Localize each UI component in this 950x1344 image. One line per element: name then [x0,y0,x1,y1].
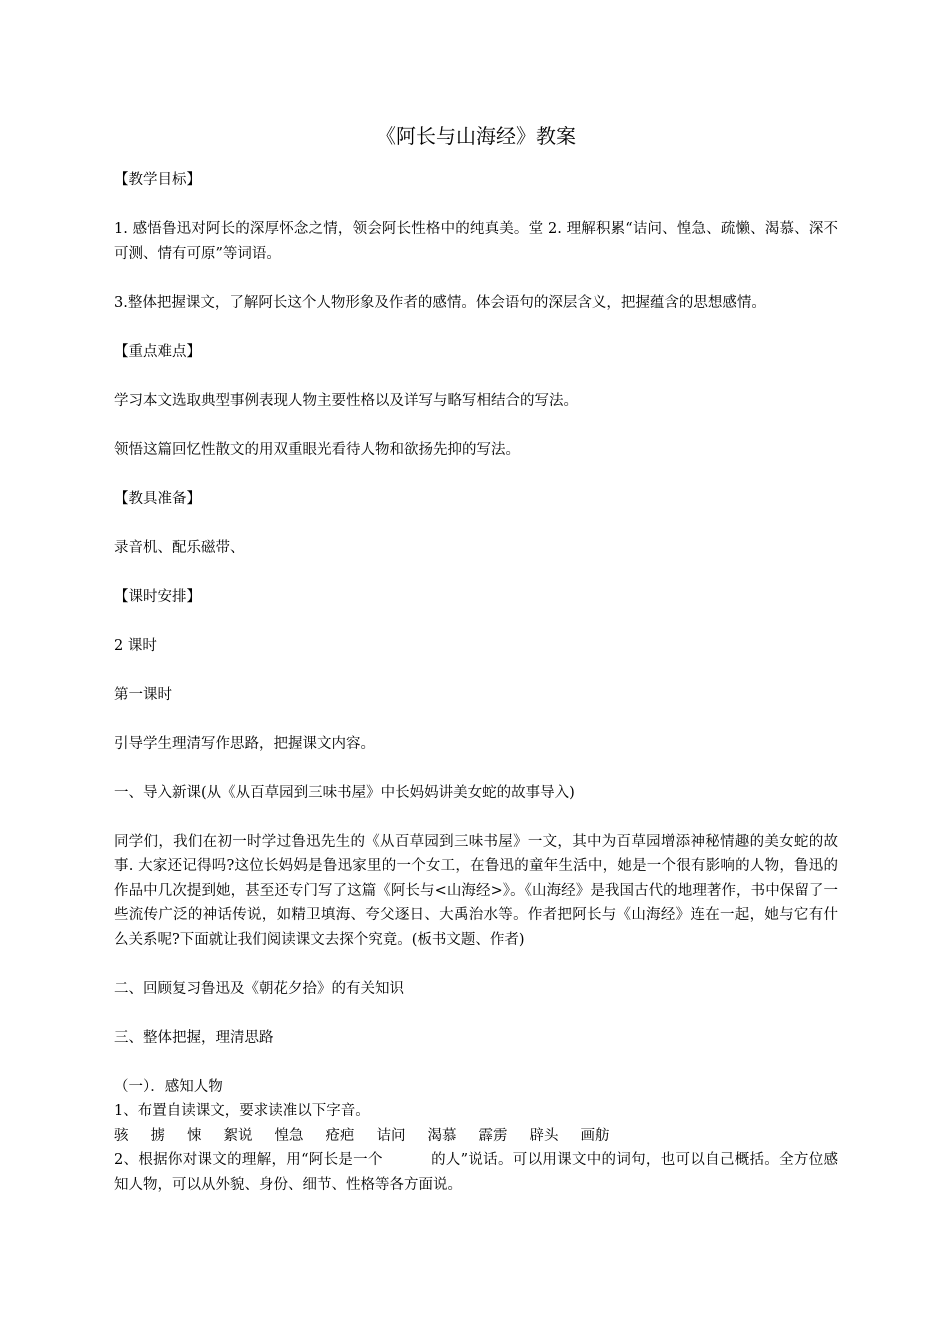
list-item: 骇 [114,1127,129,1144]
step-3-heading: 三、整体把握，理清思路 [114,1029,274,1046]
lesson-guide: 引导学生理清写作思路，把握课文内容。 [114,735,375,752]
document-title: 《阿长与山海经》教案 [376,124,576,148]
lesson-one-label: 第一课时 [114,686,172,703]
heading-schedule: 【课时安排】 [114,588,201,605]
heading-teaching-goals: 【教学目标】 [114,172,201,188]
goal-1-2: 1. 感悟鲁迅对阿长的深厚怀念之情，领会阿长性格中的纯真美。堂 2. 理解积累“诘问、惶急、疏懒、渴慕、深不可测、情有可原”等词语。 [114,221,838,262]
task-1: 1、布置自读课文，要求读准以下字音。 [114,1103,370,1119]
list-item: 霹雳 [478,1127,508,1144]
list-item: 掳 [150,1127,165,1144]
list-item: 絮说 [223,1127,253,1144]
list-item: 惶急 [274,1127,304,1144]
task-2-end: 的人”说话。可以用课文中的词句，也可以自己概括。全方位感知人物，可以从外貌、身份、细节、性格等各方面说。 [114,1152,838,1193]
schedule-hours: 2 课时 [114,637,157,654]
key-point-1: 学习本文选取典型事例表现人物主要性格以及详写与略写相结合的写法。 [114,392,578,409]
list-item: 画舫 [580,1127,610,1144]
sub-section-1: （一）．感知人物 [114,1078,223,1095]
step-2-heading: 二、回顾复习鲁迅及《朝花夕拾》的有关知识 [114,980,404,997]
teaching-tools: 录音机、配乐磁带、 [114,539,245,556]
heading-key-points: 【重点难点】 [114,343,201,360]
task-2 [114,1148,838,1197]
key-point-2: 领悟这篇回忆性散文的用双重眼光看待人物和欲扬先抑的写法。 [114,441,520,458]
heading-teaching-tools: 【教具准备】 [114,490,201,507]
goal-3: 3.整体把握课文，了解阿长这个人物形象及作者的感情。体会语句的深层含义，把握蕴含的思想感情。 [114,294,766,311]
list-item: 诘问 [376,1127,406,1144]
list-item: 悚 [187,1127,202,1144]
task-2-start: 2、根据你对课文的理解，用“阿长是一个 [114,1152,383,1168]
character-list [114,1124,838,1149]
intro-paragraph: 同学们，我们在初一时学过鲁迅先生的《从百草园到三味书屋》一文，其中为百草园增添神秘情趣的美女蛇的故事. 大家还记得吗?这位长妈妈是鲁迅家里的一个女工，在鲁迅的童年生活中，她是一个很有影响的人物，鲁迅的作品中几次提到她，甚至还专门写了这篇《阿长与<山海经>》。《山海经》是我国古代的地理著作，书中保留了一些流传广泛的神话传说，如精卫填海、夸父逐日、大禹治水等。作者把阿长与《山海经》连在一起，她与它有什么关系呢?下面就让我们阅读课文去探个究竟。(板书文题、作者) [114,833,838,948]
list-item: 渴慕 [427,1127,457,1144]
step-1-intro-heading: 一、导入新课(从《从百草园到三味书屋》中长妈妈讲美女蛇的故事导入) [114,784,575,801]
list-item: 疮疤 [325,1127,355,1144]
list-item: 辟头 [529,1127,559,1144]
